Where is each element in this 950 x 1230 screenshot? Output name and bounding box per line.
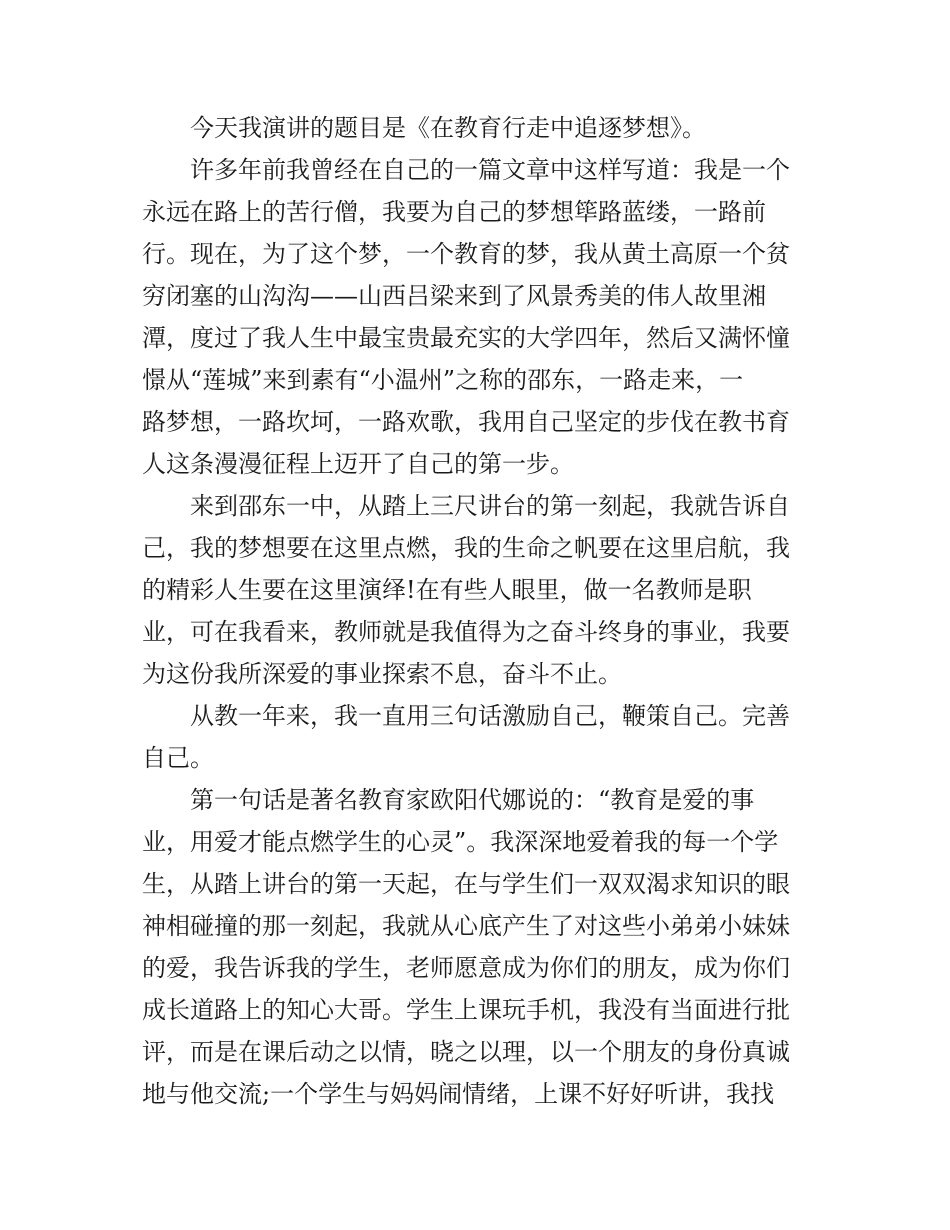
paragraph-5-line-3: 生，从踏上讲台的第一天起，在与学生们一双双渴求知识的眼 bbox=[142, 870, 790, 898]
paragraph-5-line-5: 的爱，我告诉我的学生，老师愿意成为你们的朋友，成为你们 bbox=[142, 954, 790, 982]
paragraph-2-line-8: 人这条漫漫征程上迈开了自己的第一步。 bbox=[142, 450, 574, 478]
paragraph-2-line-4: 穷闭塞的山沟沟——山西吕梁来到了风景秀美的伟人故里湘 bbox=[142, 282, 766, 310]
paragraph-2-line-3: 行。现在，为了这个梦，一个教育的梦，我从黄土高原一个贫 bbox=[142, 240, 790, 268]
paragraph-3-line-1: 来到邵东一中，从踏上三尺讲台的第一刻起，我就告诉自 bbox=[190, 492, 790, 520]
paragraph-4-line-2: 自己。 bbox=[142, 744, 214, 772]
speech-text bbox=[142, 107, 812, 1115]
paragraph-2-line-5: 潭，度过了我人生中最宝贵最充实的大学四年，然后又满怀憧 bbox=[142, 324, 790, 352]
paragraph-5-line-1: 第一句话是著名教育家欧阳代娜说的：“教育是爱的事 bbox=[190, 786, 755, 814]
paragraph-5-line-8: 地与他交流;一个学生与妈妈闹情绪，上课不好好听讲，我找 bbox=[142, 1080, 775, 1108]
paragraph-3-line-4: 业，可在我看来，教师就是我值得为之奋斗终身的事业，我要 bbox=[142, 618, 790, 646]
paragraph-2-line-6: 憬从“莲城”来到素有“小温州”之称的邵东，一路走来，一 bbox=[142, 366, 744, 394]
paragraph-5-line-2: 业，用爱才能点燃学生的心灵”。我深深地爱着我的每一个学 bbox=[142, 828, 779, 856]
paragraph-3-line-2: 己，我的梦想要在这里点燃，我的生命之帆要在这里启航，我 bbox=[142, 534, 790, 562]
paragraph-5-line-6: 成长道路上的知心大哥。学生上课玩手机，我没有当面进行批 bbox=[142, 996, 790, 1024]
paragraph-5-line-7: 评，而是在课后动之以情，晓之以理，以一个朋友的身份真诚 bbox=[142, 1038, 790, 1066]
paragraph-5-line-4: 神相碰撞的那一刻起，我就从心底产生了对这些小弟弟小妹妹 bbox=[142, 912, 790, 940]
paragraph-3-line-3: 的精彩人生要在这里演绎!在有些人眼里，做一名教师是职 bbox=[142, 576, 752, 604]
paragraph-4-line-1: 从教一年来，我一直用三句话激励自己，鞭策自己。完善 bbox=[190, 702, 790, 730]
paragraph-2-line-7: 路梦想，一路坎坷，一路欢歌，我用自己坚定的步伐在教书育 bbox=[142, 408, 790, 436]
paragraph-1-line-1: 今天我演讲的题目是《在教育行走中追逐梦想》。 bbox=[190, 114, 706, 142]
paragraph-3-line-5: 为这份我所深爱的事业探索不息，奋斗不止。 bbox=[142, 660, 622, 688]
paragraph-2-line-1: 许多年前我曾经在自己的一篇文章中这样写道：我是一个 bbox=[190, 156, 790, 184]
paragraph-2-line-2: 永远在路上的苦行僧，我要为自己的梦想筚路蓝缕，一路前 bbox=[142, 198, 766, 226]
